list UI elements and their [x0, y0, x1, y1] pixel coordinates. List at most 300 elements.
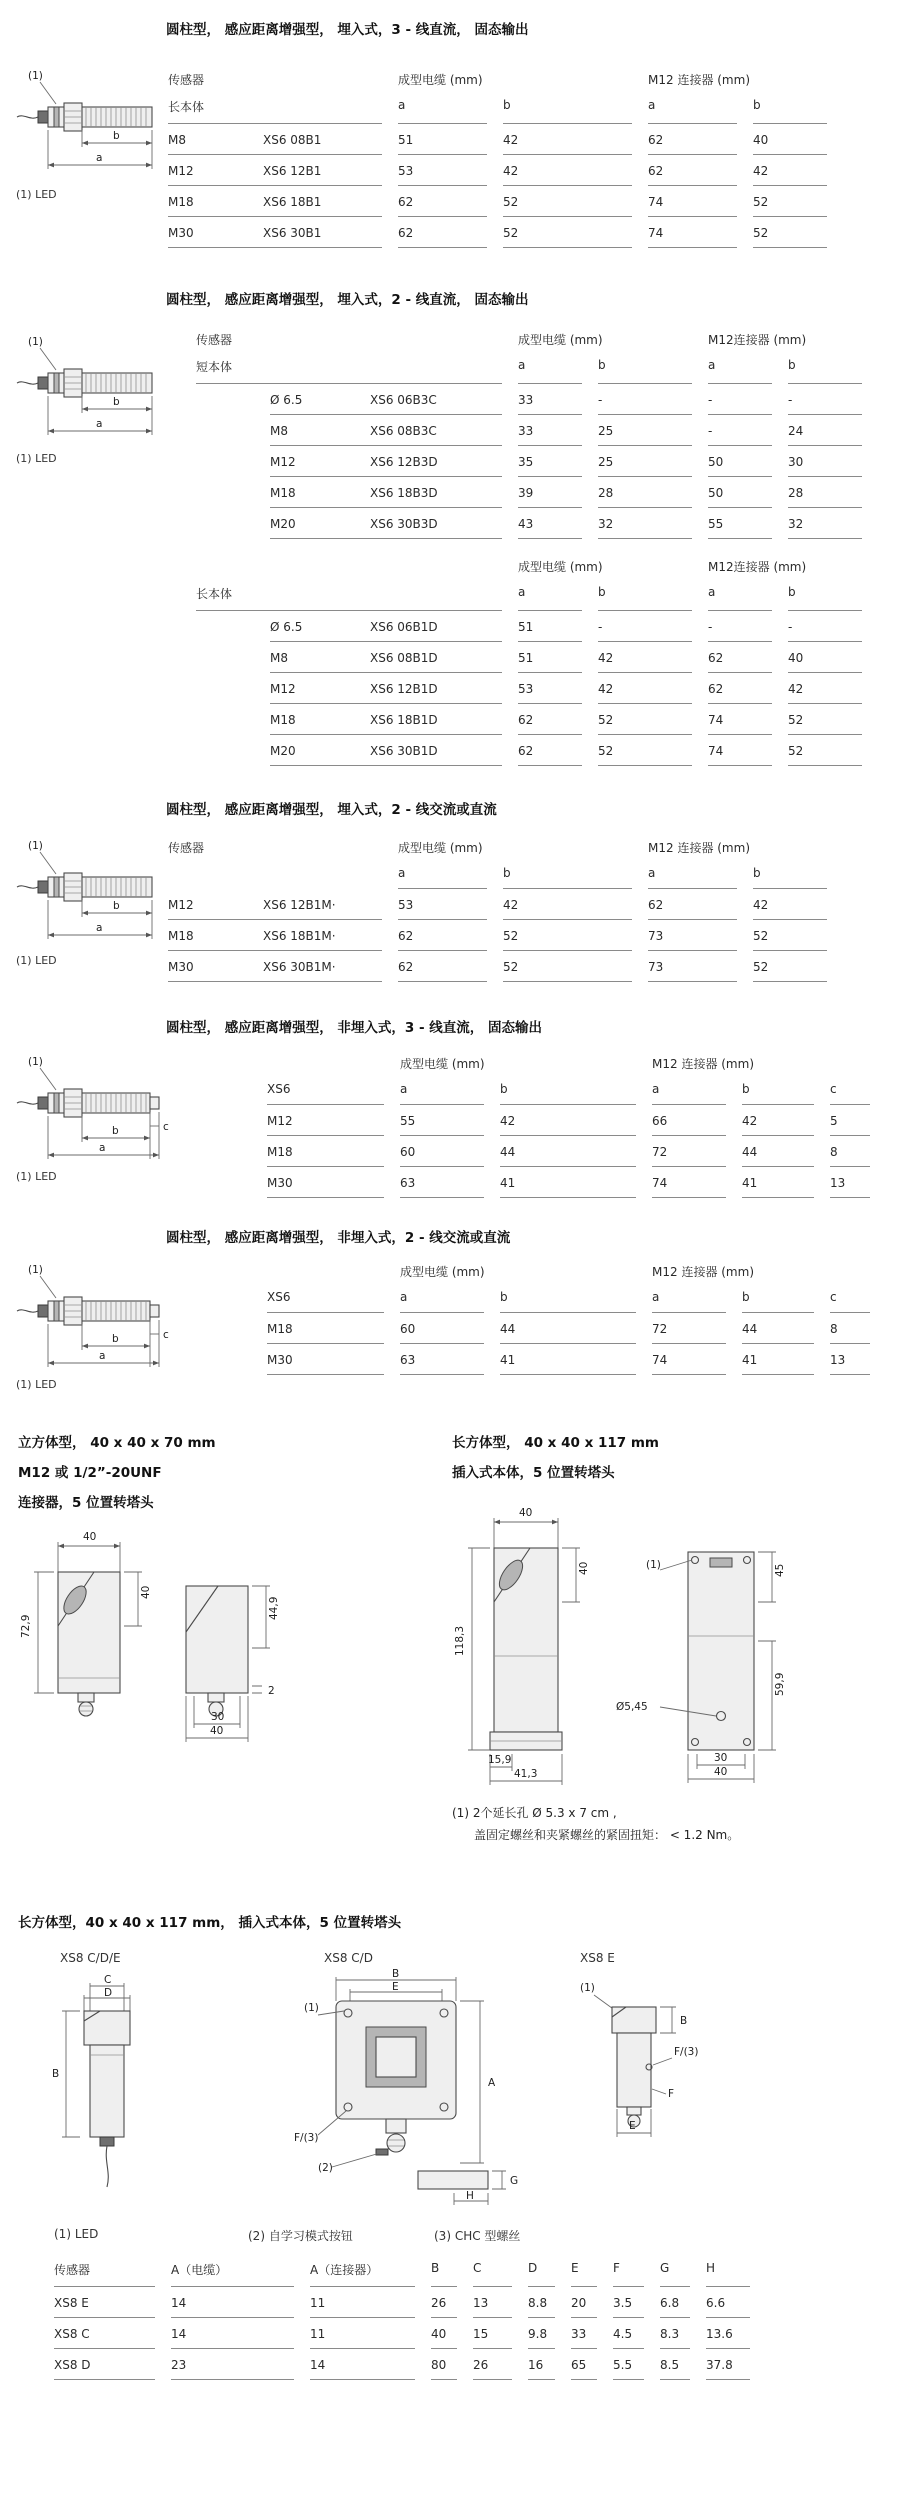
section-cubic-bodies: [0, 1420, 900, 1905]
d-value: 9.8: [528, 2318, 555, 2349]
spacer: [196, 611, 270, 642]
cylindrical-sensor-diagram: [14, 334, 174, 446]
table-group-header: [196, 326, 878, 354]
dim-total-height: 72,9: [20, 1614, 32, 1638]
spacer: [267, 1258, 400, 1286]
rect-title-block: [452, 1428, 659, 1488]
col-letter-conn-b: b: [788, 354, 862, 384]
table-row: [168, 155, 843, 186]
cable-a-value: 63: [400, 1344, 484, 1375]
legend-led: (1) LED: [54, 2227, 99, 2241]
column-header-connector: M12 连接器 (mm): [652, 1265, 754, 1279]
dim-f3-label: F/(3): [674, 2046, 699, 2058]
column-header-connector: M12 连接器 (mm): [648, 841, 750, 855]
dim-b-label: B: [680, 2015, 688, 2027]
column-header-e: E: [571, 2257, 597, 2287]
sensor-cell: [168, 217, 382, 248]
cable-b-value: 42: [500, 1105, 636, 1136]
spacer: [196, 553, 518, 581]
legend-teach-button: (2) 自学习模式按钮: [248, 2229, 353, 2243]
section-cylindrical-nonflush-3wire-dc: [0, 1008, 900, 1218]
connector-a-value: -: [708, 384, 772, 415]
connector-b-value: 52: [753, 920, 827, 951]
hole-diameter-label: Ø5,45: [616, 1701, 648, 1713]
xs8-side-profile-diagram: [38, 1974, 188, 2192]
sensor-reference: XS6 30B3D: [370, 517, 438, 531]
cubic-title-line1: 立方体型， 40 x 40 x 70 mm: [18, 1435, 216, 1451]
cable-a-value: 53: [518, 673, 582, 704]
cylindrical-sensor-diagram: [14, 838, 174, 950]
cable-a-value: 63: [400, 1167, 484, 1198]
cable-b-value: 52: [598, 704, 692, 735]
dimension-b-label: b: [112, 1125, 119, 1137]
connector-b-value: -: [788, 611, 862, 642]
cable-b-value: 42: [503, 124, 632, 155]
cable-a-value: 62: [398, 186, 487, 217]
d-value: 8.8: [528, 2287, 555, 2318]
connector-a-value: 66: [652, 1105, 726, 1136]
legend-chc-screw: (3) CHC 型螺丝: [434, 2229, 521, 2243]
section-title: 圆柱型， 感应距离增强型， 非埋入式，3 - 线直流， 固态输出: [166, 1020, 542, 1036]
cable-b-value: -: [598, 384, 692, 415]
long-body-table: [196, 553, 878, 766]
sensor-cell: [270, 642, 502, 673]
led-callout-label: (1): [28, 1264, 43, 1276]
variant-label-xs8e: XS8 E: [580, 1951, 615, 1965]
col-letter-conn-b: b: [742, 1286, 814, 1313]
column-header-sensor: 传感器: [168, 73, 205, 87]
cable-b-value: 52: [503, 951, 632, 982]
column-header-sensor: 传感器: [54, 2257, 155, 2287]
table-subheader: [196, 354, 878, 384]
a-connector-value: 14: [310, 2349, 415, 2380]
dimension-b-label: b: [113, 130, 120, 142]
connector-a-value: -: [708, 415, 772, 446]
dim-b-label: B: [392, 1968, 400, 1980]
led-callout-label: (1): [28, 336, 43, 348]
cable-b-value: 41: [500, 1167, 636, 1198]
col-letter-cable-b: b: [503, 94, 632, 124]
table-row: [168, 124, 843, 155]
column-header-cable: 成型电缆 (mm): [400, 1057, 485, 1071]
sensor-reference: XS6 08B1: [263, 133, 322, 147]
dimensions-table: [168, 66, 843, 248]
sensor-size: M18: [267, 1313, 384, 1344]
cable-a-value: 33: [518, 384, 582, 415]
sensor-size: M18: [267, 1136, 384, 1167]
column-header-h: H: [706, 2257, 750, 2287]
b-value: 26: [431, 2287, 457, 2318]
connector-b-value: 52: [788, 735, 862, 766]
a-connector-value: 11: [310, 2318, 415, 2349]
cable-a-value: 53: [398, 889, 487, 920]
section-title: 圆柱型， 感应距离增强型， 非埋入式，2 - 线交流或直流: [166, 1230, 511, 1246]
sensor-reference: XS6 18B1D: [370, 713, 438, 727]
connector-a-value: 74: [652, 1167, 726, 1198]
a-cable-value: 14: [171, 2287, 294, 2318]
connector-b-value: 52: [788, 704, 862, 735]
table-row: [267, 1313, 886, 1344]
column-header-d: D: [528, 2257, 555, 2287]
a-cable-value: 23: [171, 2349, 294, 2380]
led-callout-label: (1): [28, 1056, 43, 1068]
xs8cd-front-diagram: [288, 1968, 528, 2209]
cubic-title-line3: 连接器，5 位置转塔头: [18, 1495, 154, 1511]
dim-upper-height: 45: [774, 1563, 786, 1577]
connector-b-value: -: [788, 384, 862, 415]
table-row: [196, 642, 878, 673]
connector-a-value: 62: [708, 673, 772, 704]
column-header-a-cable: A（电缆）: [171, 2257, 294, 2287]
sensor-size: M12: [168, 164, 194, 178]
connector-a-value: 74: [648, 186, 737, 217]
dim-a-label: A: [488, 2077, 496, 2089]
variant-label-xs8cde: XS8 C/D/E: [60, 1951, 121, 1965]
table-row: [54, 2349, 766, 2380]
sensor-size: M18: [168, 195, 194, 209]
cable-b-value: 42: [503, 155, 632, 186]
led-legend: (1) LED: [16, 188, 57, 201]
connector-c-value: 5: [830, 1105, 870, 1136]
dim-head-height: 40: [140, 1585, 152, 1599]
dim-foot-width: 30: [211, 1711, 225, 1723]
sensor-size: M8: [270, 424, 288, 438]
table-subheader: [196, 581, 878, 611]
spacer: [196, 508, 270, 539]
cable-b-value: -: [598, 611, 692, 642]
column-header-connector: M12连接器 (mm): [708, 333, 807, 347]
table-row: [196, 611, 878, 642]
col-letter-cable-a: a: [518, 581, 582, 611]
connector-b-value: 42: [753, 155, 827, 186]
dimension-b-label: b: [112, 1333, 119, 1345]
cable-b-value: 52: [503, 186, 632, 217]
sensor-reference: XS6 30B1: [263, 226, 322, 240]
connector-b-value: 44: [742, 1136, 814, 1167]
xs8e-diagram: [556, 1977, 726, 2172]
table-row: [196, 508, 878, 539]
cylindrical-sensor-diagram: [14, 1262, 179, 1374]
cable-b-value: 52: [503, 217, 632, 248]
dimensions-tables: [196, 326, 878, 766]
cable-a-value: 62: [518, 704, 582, 735]
dim-lower-height: 59,9: [774, 1672, 786, 1696]
cable-a-value: 35: [518, 446, 582, 477]
table-body: [267, 1313, 886, 1375]
sensor-size: M20: [270, 744, 296, 758]
g-value: 6.8: [660, 2287, 690, 2318]
sensor-reference: XS6 06B1D: [370, 620, 438, 634]
dim-base-width: 41,3: [514, 1768, 538, 1780]
column-header-cable: 成型电缆 (mm): [400, 1265, 485, 1279]
led-callout-label: (1): [28, 70, 43, 82]
column-header-cable: 成型电缆 (mm): [518, 333, 603, 347]
sensor-reference: XS6 06B3C: [370, 393, 437, 407]
sensor-size: M30: [267, 1344, 384, 1375]
col-letter-cable-a: a: [518, 354, 582, 384]
table-group-header: [196, 553, 878, 581]
c-value: 26: [473, 2349, 512, 2380]
a-connector-value: 11: [310, 2287, 415, 2318]
spacer: [196, 735, 270, 766]
sensor-size: M18: [168, 929, 194, 943]
dimension-a-label: a: [96, 922, 103, 934]
cable-a-value: 55: [400, 1105, 484, 1136]
dim-plate: 2: [268, 1685, 275, 1697]
table-subheader: [267, 1286, 886, 1313]
spacer: [196, 673, 270, 704]
connector-b-value: 52: [753, 186, 827, 217]
table-group-header: [168, 834, 843, 862]
dimensions-table: [267, 1050, 886, 1198]
col-letter-cable-a: a: [398, 94, 487, 124]
connector-b-value: 52: [753, 217, 827, 248]
table-body: [168, 124, 843, 248]
cable-a-value: 51: [398, 124, 487, 155]
led-callout-label: (1): [28, 840, 43, 852]
column-header-sensor: 传感器: [168, 841, 205, 855]
connector-a-value: 73: [648, 920, 737, 951]
connector-b-value: 42: [788, 673, 862, 704]
dim-f-label: F: [668, 2088, 675, 2100]
cable-a-value: 43: [518, 508, 582, 539]
col-letter-conn-b: b: [753, 94, 827, 124]
variant-label-xs8cd: XS8 C/D: [324, 1951, 373, 1965]
dim-c-label: C: [104, 1974, 112, 1986]
dim-base-width: 40: [210, 1725, 224, 1737]
sensor-size: M20: [270, 517, 296, 531]
col-letter-conn-b: b: [788, 581, 862, 611]
dim-b-label: B: [52, 2068, 60, 2080]
cubic-sensor-diagram: [16, 1528, 326, 1788]
sensor-size: M12: [270, 682, 296, 696]
connector-c-value: 13: [830, 1344, 870, 1375]
table-group-header: [267, 1050, 886, 1078]
column-header-c: C: [473, 2257, 512, 2287]
sensor-size: M12: [270, 455, 296, 469]
spacer: [196, 384, 270, 415]
connector-a-value: 74: [708, 704, 772, 735]
column-header-a-connector: A（连接器）: [310, 2257, 415, 2287]
cable-b-value: 52: [598, 735, 692, 766]
cable-b-value: 42: [598, 642, 692, 673]
sensor-name: XS8 C: [54, 2318, 155, 2349]
sensor-cell: [270, 446, 502, 477]
cable-a-value: 51: [518, 642, 582, 673]
connector-a-value: 74: [652, 1344, 726, 1375]
col-letter-cable-b: b: [500, 1078, 636, 1105]
section-cylindrical-flush-3wire-dc: [0, 10, 900, 280]
dimension-b-label: b: [113, 396, 120, 408]
table-header-row: [54, 2257, 766, 2287]
col-letter-conn-c: c: [830, 1078, 870, 1105]
dimension-a-label: a: [99, 1350, 106, 1362]
connector-c-value: 8: [830, 1313, 870, 1344]
dim-total-height: 118,3: [454, 1625, 466, 1656]
section-title: 圆柱型， 感应距离增强型， 埋入式，2 - 线直流， 固态输出: [166, 292, 529, 308]
dim-side-height: 44,9: [268, 1596, 280, 1620]
sensor-size: M8: [270, 651, 288, 665]
table-group-header: [168, 66, 843, 94]
sensor-reference: XS6 12B1D: [370, 682, 438, 696]
dim-h-label: H: [466, 2190, 474, 2202]
connector-a-value: 62: [708, 642, 772, 673]
table-row: [168, 951, 843, 982]
dimension-a-label: a: [99, 1142, 106, 1154]
connector-b-value: 30: [788, 446, 862, 477]
cable-a-value: 33: [518, 415, 582, 446]
sensor-cell: [168, 124, 382, 155]
connector-b-value: 28: [788, 477, 862, 508]
column-header-cable: 成型电缆 (mm): [518, 560, 603, 574]
sensor-cell: [270, 508, 502, 539]
connector-b-value: 42: [753, 889, 827, 920]
table-row: [196, 415, 878, 446]
connector-b-value: 41: [742, 1344, 814, 1375]
cable-a-value: 62: [518, 735, 582, 766]
table-row: [267, 1105, 886, 1136]
h-value: 6.6: [706, 2287, 750, 2318]
table-row: [168, 217, 843, 248]
connector-a-value: 55: [708, 508, 772, 539]
dimension-c-label: c: [163, 1121, 169, 1133]
spacer: [267, 1050, 400, 1078]
table-body: [54, 2287, 766, 2380]
sensor-size: M18: [270, 713, 296, 727]
footnote-line1: (1) 2个延长孔 Ø 5.3 x 7 cm ,: [452, 1806, 617, 1820]
col-letter-cable-a: a: [398, 862, 487, 889]
dimension-a-label: a: [96, 418, 103, 430]
sensor-cell: [270, 673, 502, 704]
sensor-size: M12: [267, 1105, 384, 1136]
column-header-connector: M12连接器 (mm): [708, 560, 807, 574]
g-value: 8.3: [660, 2318, 690, 2349]
b-value: 40: [431, 2318, 457, 2349]
rect-title-line1: 长方体型， 40 x 40 x 117 mm: [452, 1435, 660, 1451]
cable-a-value: 62: [398, 920, 487, 951]
sensor-size: M8: [168, 133, 186, 147]
e-value: 33: [571, 2318, 597, 2349]
col-letter-conn-b: b: [742, 1078, 814, 1105]
section-title: 圆柱型， 感应距离增强型， 埋入式，3 - 线直流， 固态输出: [166, 22, 529, 38]
connector-a-value: 62: [648, 889, 737, 920]
connector-b-value: 44: [742, 1313, 814, 1344]
dimension-a-label: a: [96, 152, 103, 164]
connector-b-value: 40: [753, 124, 827, 155]
f-value: 5.5: [613, 2349, 644, 2380]
cable-b-value: 42: [503, 889, 632, 920]
e-value: 20: [571, 2287, 597, 2318]
footnote: [452, 1802, 739, 1846]
teach-button-callout: (2): [318, 2162, 333, 2174]
column-header-g: G: [660, 2257, 690, 2287]
sensor-reference: XS6 12B1: [263, 164, 322, 178]
g-value: 8.5: [660, 2349, 690, 2380]
table-row: [196, 735, 878, 766]
short-body-table: [196, 326, 878, 539]
connector-a-value: 50: [708, 477, 772, 508]
cable-b-value: 25: [598, 446, 692, 477]
a-cable-value: 14: [171, 2318, 294, 2349]
cubic-title-line2: M12 或 1/2”-20UNF: [18, 1465, 162, 1481]
table-row: [196, 704, 878, 735]
cylindrical-sensor-diagram: [14, 68, 174, 180]
col-letter-conn-a: a: [648, 94, 737, 124]
table-group-header: [267, 1258, 886, 1286]
dimension-b-label: b: [113, 900, 120, 912]
sensor-reference: XS6 30B1D: [370, 744, 438, 758]
sensor-cell: [270, 704, 502, 735]
dimension-c-label: c: [163, 1329, 169, 1341]
col-letter-conn-a: a: [648, 862, 737, 889]
sensor-size: M12: [168, 898, 194, 912]
row-group-label: 短本体: [196, 354, 502, 384]
dim-g-label: G: [510, 2175, 519, 2187]
spacer: [196, 642, 270, 673]
cable-b-value: 41: [500, 1344, 636, 1375]
dim-top-width: 40: [83, 1531, 97, 1543]
dimensions-table: [168, 834, 843, 982]
dim-e-label: E: [392, 1981, 399, 1993]
spacer: [196, 477, 270, 508]
sensor-cell: [168, 920, 382, 951]
sensor-cell: [270, 611, 502, 642]
cable-b-value: 44: [500, 1313, 636, 1344]
table-subheader: [267, 1078, 886, 1105]
section-rectangular-xs8: [0, 1905, 900, 2465]
sensor-name: XS8 E: [54, 2287, 155, 2318]
cable-b-value: 25: [598, 415, 692, 446]
table-row: [267, 1344, 886, 1375]
col-letter-conn-b: b: [753, 862, 827, 889]
row-group-label: 长本体: [168, 94, 382, 124]
cable-a-value: 39: [518, 477, 582, 508]
cable-b-value: 28: [598, 477, 692, 508]
connector-b-value: 42: [742, 1105, 814, 1136]
sensor-reference: XS6 12B1M·: [263, 898, 336, 912]
table-body: [267, 1105, 886, 1198]
sensor-reference: XS6 18B1M·: [263, 929, 336, 943]
footnote-line2: 盖固定螺丝和夹紧螺丝的紧固扭矩： < 1.2 Nm。: [474, 1828, 740, 1842]
family-label: XS6: [267, 1078, 384, 1105]
row-group-label: 长本体: [196, 581, 502, 611]
connector-a-value: 50: [708, 446, 772, 477]
led-legend: (1) LED: [16, 1170, 57, 1183]
section-title: 长方体型，40 x 40 x 117 mm， 插入式本体，5 位置转塔头: [18, 1915, 402, 1931]
connector-a-value: 72: [652, 1313, 726, 1344]
b-value: 80: [431, 2349, 457, 2380]
sensor-reference: XS6 12B3D: [370, 455, 438, 469]
sensor-reference: XS6 18B3D: [370, 486, 438, 500]
table-body: [168, 889, 843, 982]
rect-title-line2: 插入式本体，5 位置转塔头: [452, 1465, 615, 1481]
cable-a-value: 60: [400, 1136, 484, 1167]
cubic-title-block: [18, 1428, 216, 1518]
table-row: [267, 1136, 886, 1167]
sensor-cell: [270, 415, 502, 446]
dimensions-table: [267, 1258, 886, 1375]
e-value: 65: [571, 2349, 597, 2380]
h-value: 13.6: [706, 2318, 750, 2349]
column-header-cable: 成型电缆 (mm): [398, 841, 483, 855]
dim-bottom-outer: 40: [714, 1766, 728, 1778]
col-letter-conn-a: a: [708, 581, 772, 611]
table-row: [196, 446, 878, 477]
connector-b-value: 32: [788, 508, 862, 539]
col-letter-cable-b: b: [598, 581, 692, 611]
table-row: [196, 673, 878, 704]
col-letter-conn-c: c: [830, 1286, 870, 1313]
